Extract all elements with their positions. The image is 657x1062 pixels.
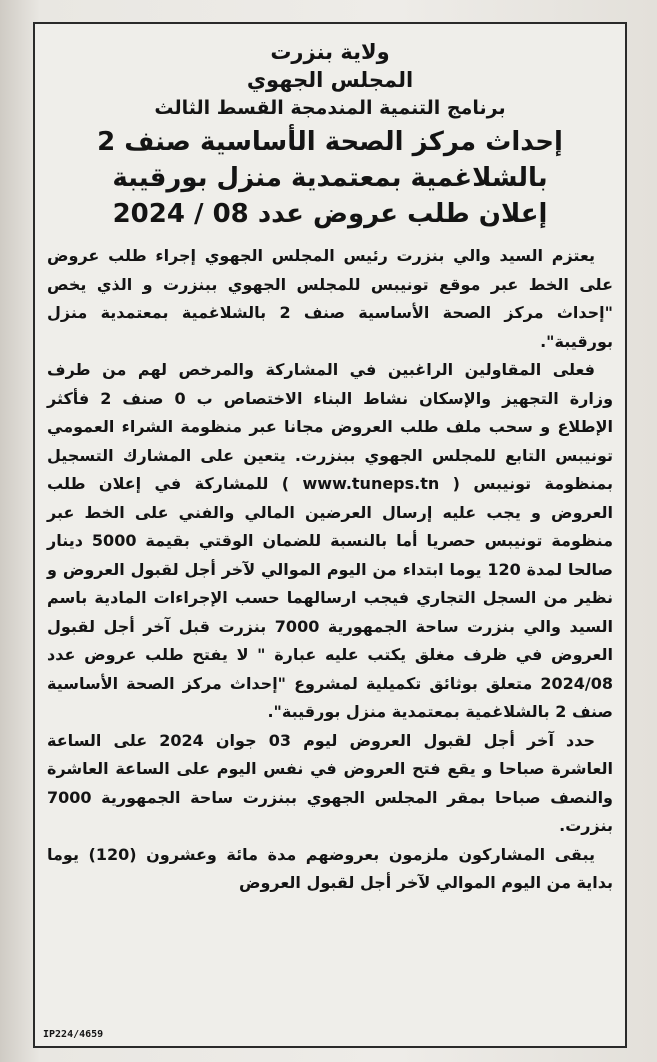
announcement-frame (33, 22, 627, 1048)
paragraph-intro: يعتزم السيد والي بنزرت رئيس المجلس الجهوي إجراء طلب عروض على الخط عبر موقع تونيبس للمجلس الجهوي ببنزرت و الذي يخص "إحداث مركز الصحة الأساسية صنف 2 بالشلاغمية بمعتمدية منزل بورقيبة". (47, 246, 613, 351)
reference-number: IP224/4659 (43, 1029, 104, 1040)
paragraph-deadline: حدد آخر أجل لقبول العروض ليوم 03 جوان 2024 على الساعة العاشرة صباحا و يقع فتح العروض في نفس اليوم على الساعة العاشرة والنصف صباحا بمقر المجلس الجهوي ببنزرت ساحة الجمهورية 7000 بنزرت. (47, 730, 613, 835)
project-title: إحداث مركز الصحة الأساسية صنف 2 بالشلاغمية بمعتمدية منزل بورقيبة (97, 127, 563, 193)
paragraph-validity: يبقى المشاركون ملزمون بعروضهم مدة مائة وعشرون (120) يوما بداية من اليوم الموالي لآخر أجل لقبول العروض (47, 844, 613, 892)
announcement-header (35, 24, 625, 232)
paragraph-conditions: فعلى المقاولين الراغبين في المشاركة والمرخص لهم من طرف وزارة التجهيز والإسكان نشاط البناء الاختصاص ب 0 صنف 2 فأكثر الإطلاع و سحب ملف طلب العروض مجانا عبر منظومة الشراء العمومي تونيبس التابع للمجلس الجهوي ببنزرت. يتعين على المشارك التسجيل بمنظومة تونيبس ( www.tuneps.tn ) للمشاركة في إعلان طلب العروض و يجب عليه إرسال العرضين المالي والفني على الخط عبر منظومة تونيبس حصريا أما بالنسبة للضمان الوقتي بقيمة 5000 دينار صالحا لمدة 120 يوما ابتداء من اليوم الموالي لآخر أجل لقبول العروض و نظير من السجل التجاري فيجب ارسالهما حسب الإجراءات المادية باسم السيد والي بنزرت ساحة الجمهورية 7000 بنزرت قبل آخر أجل لقبول العروض في ظرف مغلق يكتب عليه عبارة " لا يفتح طلب عروض عدد 2024/08 متعلق بوثائق تكميلية لمشروع "إحداث مركز الصحة الأساسية صنف 2 بالشلاغمية بمعتمدية منزل بورقيبة". (47, 360, 614, 721)
council-title: المجلس الجهوي (246, 68, 414, 92)
program-title: برنامج التنمية المندمجة القسط الثالث (154, 97, 506, 119)
tender-title: إعلان طلب عروض عدد 08 / 2024 (112, 199, 548, 229)
governorate-title: ولاية بنزرت (270, 40, 390, 64)
announcement-body (35, 232, 625, 898)
